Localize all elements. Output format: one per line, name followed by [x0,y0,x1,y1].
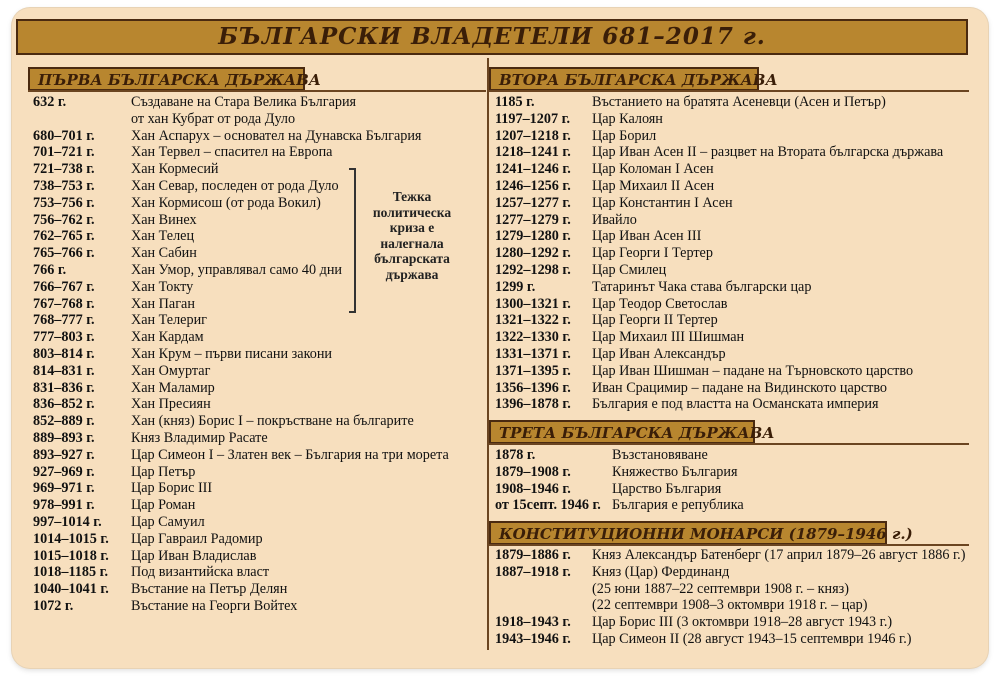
year-range: 1356–1396 г. [495,379,571,396]
timeline-row [495,346,965,363]
timeline-row [33,312,483,329]
year-range: 1396–1878 г. [495,396,571,413]
timeline-row [495,178,965,195]
section-underline-third-state [489,443,969,445]
year-range: 1908–1946 г. [495,480,571,497]
section-title-first-state: ПЪРВА БЪЛГАРСКА ДЪРЖАВА [28,67,305,91]
event-text: Цар Смилец [592,262,667,278]
year-range: 814–831 г. [33,362,95,379]
event-text: България е република [612,497,744,514]
timeline-row [33,396,483,413]
year-range: 753–756 г. [33,194,95,211]
timeline-row [495,447,965,464]
year-range: 765–766 г. [33,245,95,262]
event-text: Княз Владимир Расате [131,430,268,446]
year-range: 762–765 г. [33,228,95,245]
year-range: 978–991 г. [33,497,95,514]
timeline-row [33,245,483,262]
section-title-third-state: ТРЕТА БЪЛГАРСКА ДЪРЖАВА [489,420,755,444]
timeline-row [33,464,483,481]
year-range: 1197–1207 г. [495,110,570,127]
year-range: 768–777 г. [33,312,95,329]
year-range: 1321–1322 г. [495,312,571,329]
timeline-row [33,480,483,497]
timeline-row [33,598,483,615]
event-text: Хан Аспарух – основател на Дунавска България [131,127,422,144]
year-range: 1887–1918 г. [495,563,571,580]
event-text: Царство България [612,480,722,497]
timeline-row [495,481,965,498]
event-text: Цар Михаил III Шишман [592,329,745,346]
timeline-row [33,514,483,531]
event-text: Хан Умор, управлявал само 40 дни [131,262,343,278]
year-range: 1279–1280 г. [495,228,571,245]
event-text: Хан Омуртаг [131,362,211,379]
event-text: Хан Кормесий [131,161,219,178]
page-title: БЪЛГАРСКИ ВЛАДЕТЕЛИ 681–2017 г. [16,19,968,55]
timeline-row [495,547,965,564]
event-text: Хан Тервел – спасител на Европа [131,144,333,161]
year-range: 889–893 г. [33,430,95,446]
event-text: Хан Винех [131,211,197,228]
year-range: 1292–1298 г. [495,262,571,278]
event-text: Цар Михаил II Асен [592,178,715,194]
timeline-row [495,245,965,262]
timeline-row [495,312,965,329]
timeline-row [495,279,965,296]
year-range: 803–814 г. [33,346,95,362]
event-text: Цар Борил [592,127,657,144]
event-text: Хан Пресиян [131,396,211,413]
year-range: 738–753 г. [33,178,95,194]
timeline-row [495,144,965,161]
event-text: Цар Борис III [131,480,213,497]
event-text: България е под властта на Османската империя [592,396,879,413]
year-range: 1218–1241 г. [495,144,571,161]
year-range: 1241–1246 г. [495,161,571,178]
timeline-row [33,564,483,581]
year-range: 831–836 г. [33,379,95,396]
event-text: Цар Коломан I Асен [592,161,714,178]
timeline-row [495,363,965,380]
event-text: Хан Маламир [131,379,215,396]
event-text: Хан Телец [131,228,195,245]
event-text: Цар Иван Шишман – падане на Търновското царство [592,362,914,379]
event-text: Хан Крум – първи писани закони [131,346,333,362]
timeline-row [33,447,483,464]
year-range: 680–701 г. [33,127,95,144]
year-range: 997–1014 г. [33,514,102,530]
section-underline-monarchs [489,544,969,546]
timeline-row [33,128,483,145]
timeline-row [495,161,965,178]
year-range: 777–803 г. [33,329,95,346]
year-range: 1943–1946 г. [495,631,571,647]
event-text: Хан Телериг [131,312,207,329]
timeline-row [33,363,483,380]
column-divider [487,58,489,650]
event-text: Цар Петър [131,463,196,480]
section-underline-second-state [489,90,969,92]
event-text: Хан Севар, последен от рода Дуло [131,178,339,194]
timeline-row [495,380,965,397]
event-text: Цар Иван Асен III [592,228,702,245]
event-text: Създаване на Стара Велика България [131,94,357,110]
event-text: (25 юни 1887–22 септември 1908 г. – княз) [592,580,849,597]
timeline-row [495,464,965,481]
timeline-row [495,581,965,598]
year-range: 1280–1292 г. [495,245,571,262]
event-text: Цар Иван Владислав [131,547,257,564]
timeline-row [33,94,483,111]
event-text: Татаринът Чака става български цар [592,278,812,295]
year-range: 1207–1218 г. [495,127,571,144]
timeline-row [495,212,965,229]
year-range: 927–969 г. [33,463,95,480]
year-range: 1371–1395 г. [495,362,571,379]
timeline-row [33,497,483,514]
year-range: 852–889 г. [33,413,95,430]
year-range: 766–767 г. [33,278,95,295]
timeline-row [33,161,483,178]
section-underline-first-state [28,90,486,92]
event-text: Цар Симеон I – Златен век – България на три морета [131,446,449,463]
year-range: 721–738 г. [33,161,95,178]
year-range: 1322–1330 г. [495,329,571,346]
crisis-note: Тежка политическа криза е налегнала българската държава [372,189,452,282]
year-range: 1300–1321 г. [495,295,571,312]
timeline-row [33,195,483,212]
timeline-row [33,346,483,363]
timeline-row [33,144,483,161]
event-text: Въстание на Петър Делян [131,581,288,598]
timeline-row [495,614,965,631]
year-range: 1015–1018 г. [33,547,109,564]
timeline-row [495,631,965,648]
timeline-row [495,329,965,346]
event-text: Цар Самуил [131,514,205,530]
event-text: Хан Кормисош (от рода Вокил) [131,194,321,211]
timeline-row [495,396,965,413]
event-text: Възстановяване [612,447,708,463]
event-text: Цар Симеон II (28 август 1943–15 септември 1946 г.) [592,631,912,647]
event-text: Хан (княз) Борис I – покръстване на българите [131,413,414,430]
event-text: Цар Роман [131,497,196,514]
event-text: Цар Калоян [592,110,663,127]
timeline-row [33,212,483,229]
year-range: 767–768 г. [33,295,95,312]
event-text: Хан Сабин [131,245,197,262]
event-text: Княжество България [612,463,738,480]
timeline-row [33,262,483,279]
timeline-row [495,228,965,245]
event-text: Под византийска власт [131,564,270,581]
timeline-row [33,111,483,128]
event-text: Цар Георги I Тертер [592,245,713,262]
event-text: Цар Иван Александър [592,346,726,362]
section-title-second-state: ВТОРА БЪЛГАРСКА ДЪРЖАВА [489,67,759,91]
year-range: 1246–1256 г. [495,178,571,194]
event-text: Княз Александър Батенберг (17 април 1879–26 август 1886 г.) [592,547,966,563]
timeline-row [33,548,483,565]
event-text: (22 септември 1908–3 октомври 1918 г. – цар) [592,597,868,614]
year-range: 701–721 г. [33,144,95,161]
year-range: 1331–1371 г. [495,346,571,362]
section-title-monarchs: КОНСТИТУЦИОННИ МОНАРСИ (1879–1946 г.) [489,521,887,545]
timeline-row [33,178,483,195]
year-range: 1257–1277 г. [495,194,571,211]
timeline-row [495,94,965,111]
timeline-row [495,128,965,145]
event-text: Въстание на Георги Войтех [131,598,298,614]
event-text: Въстанието на братята Асеневци (Асен и Петър) [592,94,886,110]
year-range: 1878 г. [495,447,536,463]
year-range: 632 г. [33,94,67,110]
year-range: 1018–1185 г. [33,564,108,581]
timeline-row [33,296,483,313]
timeline-row [33,279,483,296]
event-text: Иван Срацимир – падане на Видинското царство [592,379,888,396]
timeline-row [495,262,965,279]
year-range: 893–927 г. [33,446,95,463]
year-range: 1277–1279 г. [495,211,571,228]
timeline-row [33,329,483,346]
timeline-row [495,597,965,614]
timeline-row [33,531,483,548]
event-text: Цар Константин I Асен [592,194,733,211]
year-range: 1040–1041 г. [33,581,109,598]
year-range: 1918–1943 г. [495,614,571,631]
year-range: от 15септ. 1946 г. [495,497,601,514]
event-text: Хан Токту [131,278,194,295]
timeline-row [33,380,483,397]
event-text: Княз (Цар) Фердинанд [592,563,730,580]
event-text: Цар Иван Асен II – разцвет на Втората българска държава [592,144,944,161]
event-text: Цар Гавраил Радомир [131,530,263,547]
event-text: Цар Борис III (3 октомври 1918–28 август 1943 г.) [592,614,893,631]
year-range: 756–762 г. [33,211,95,228]
year-range: 969–971 г. [33,480,95,497]
event-text: Цар Георги II Тертер [592,312,718,329]
event-text: Ивайло [592,211,637,228]
event-text: Хан Паган [131,295,195,312]
timeline-row [33,430,483,447]
timeline-row [495,296,965,313]
timeline-row [33,413,483,430]
year-range: 836–852 г. [33,396,95,413]
year-range: 1014–1015 г. [33,530,109,547]
year-range: 1879–1908 г. [495,463,571,480]
timeline-row [495,497,965,514]
year-range: 1072 г. [33,598,74,614]
timeline-row [495,111,965,128]
year-range: 1299 г. [495,278,536,295]
event-text: от хан Кубрат от рода Дуло [131,110,296,127]
timeline-row [495,564,965,581]
event-text: Цар Теодор Светослав [592,295,728,312]
timeline-row [495,195,965,212]
year-range: 1185 г. [495,94,535,110]
timeline-row [33,581,483,598]
timeline-row [33,228,483,245]
year-range: 1879–1886 г. [495,547,571,563]
year-range: 766 г. [33,262,67,278]
event-text: Хан Кардам [131,329,204,346]
